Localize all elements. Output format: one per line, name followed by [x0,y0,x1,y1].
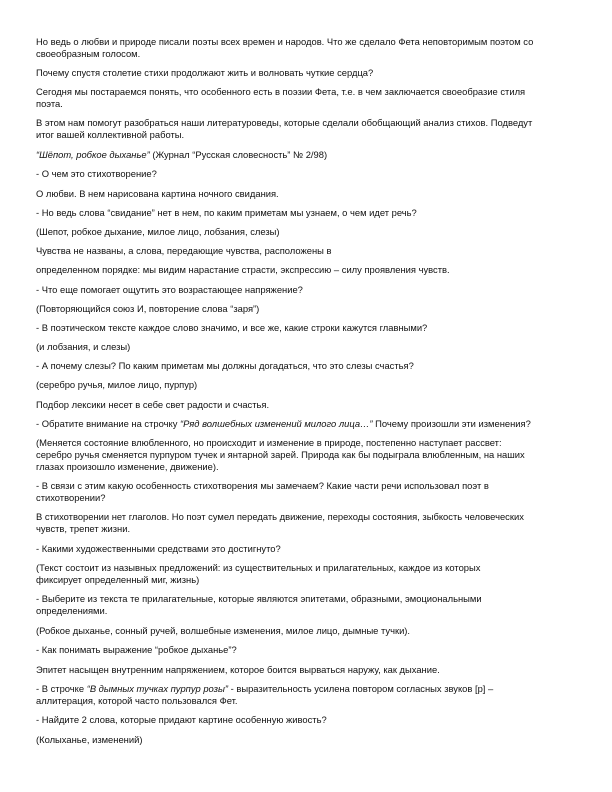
paragraph-24: (Текст состоит из назывных предложений: из существительных и прилагательных, каждое из которых фиксирует определенный миг, жизнь) [36,562,481,585]
paragraph-15: (и лобзания, и слезы) [36,341,131,352]
paragraph-29: - В строчке “В дымных тучках пурпур розы” - выразительность усилена повтором согласных звуков [р] – аллитерация, которой часто пользовался Фет. [36,683,494,706]
quoted-line: “В дымных тучках пурпур розы” [86,683,229,694]
paragraph-19: - Обратите внимание на строчку “Ряд волшебных изменений милого лица…” Почему произошли эти изменения? [36,418,531,429]
paragraph-1: Но ведь о любви и природе писали поэты всех времен и народов. Что же сделало Фета неповторимым поэтом со своеобразным голосом. [36,36,534,59]
paragraph-18: Подбор лексики несет в себе свет радости и счастья. [36,399,270,410]
paragraph-16: - А почему слезы? По каким приметам мы должны догадаться, что это слезы счастья? [36,360,414,371]
paragraph-31: (Колыханье, изменений) [36,734,143,745]
paragraph-10: Чувства не названы, а слова, передающие чувства, расположены в [36,245,332,256]
paragraph-4: В этом нам помогут разобраться наши литературоведы, которые сделали обобщающий анализ стихов. Подведут итог вашей коллективной работы. [36,117,533,140]
paragraph-25: - Выберите из текста те прилагательные, которые являются эпитетами, образными, эмоциональными определениями. [36,593,482,616]
paragraph-5-source: “Шёпот, робкое дыханье” (Журнал “Русская словесность” № 2/98) [36,149,328,160]
paragraph-2: Почему спустя столетие стихи продолжают жить и волновать чуткие сердца? [36,67,374,78]
paragraph-9: (Шепот, робкое дыхание, милое лицо, лобзания, слезы) [36,226,280,237]
paragraph-7: О любви. В нем нарисована картина ночного свидания. [36,188,279,199]
paragraph-22: В стихотворении нет глаголов. Но поэт сумел передать движение, переходы состояния, зыбкость человеческих чувств, трепет жизни. [36,511,524,534]
paragraph-21: - В связи с этим какую особенность стихотворения мы замечаем? Какие части речи использовал поэт в стихотворении? [36,480,489,503]
paragraph-8: - Но ведь слова “свидание” нет в нем, по каким приметам мы узнаем, о чем идет речь? [36,207,417,218]
quoted-line: “Ряд волшебных изменений милого лица…” [180,418,373,429]
paragraph-20: (Меняется состояние влюбленного, но происходит и изменение в природе, постепенно наступает рассвет: серебро ручья сменяется пурпуром тучек и янтарной зарей. Природа как бы подыграла влюбленным, на наших глазах произошло изменение, движение). [36,437,525,472]
paragraph-12: - Что еще помогает ощутить это возрастающее напряжение? [36,284,303,295]
paragraph-3: Сегодня мы постараемся понять, что особенного есть в поэзии Фета, т.е. в чем заключается своеобразие стиля поэта. [36,86,526,109]
paragraph-17: (серебро ручья, милое лицо, пурпур) [36,379,198,390]
paragraph-26: (Робкое дыханье, сонный ручей, волшебные изменения, милое лицо, дымные тучки). [36,625,411,636]
paragraph-14: - В поэтическом тексте каждое слово значимо, и все же, какие строки кажутся главными? [36,322,428,333]
paragraph-23: - Какими художественными средствами это достигнуто? [36,543,281,554]
poem-title: “Шёпот, робкое дыханье” [36,149,150,160]
paragraph-6: - О чем это стихотворение? [36,168,157,179]
paragraph-27: - Как понимать выражение “робкое дыханье”? [36,644,237,655]
paragraph-13: (Повторяющийся союз И, повторение слова “заря”) [36,303,260,314]
paragraph-11: определенном порядке: мы видим нарастание страсти, экспрессию – силу проявления чувств. [36,264,450,275]
paragraph-28: Эпитет насыщен внутренним напряжением, которое боится вырваться наружу, как дыхание. [36,664,440,675]
paragraph-30: - Найдите 2 слова, которые придают картине особенную живость? [36,714,327,725]
